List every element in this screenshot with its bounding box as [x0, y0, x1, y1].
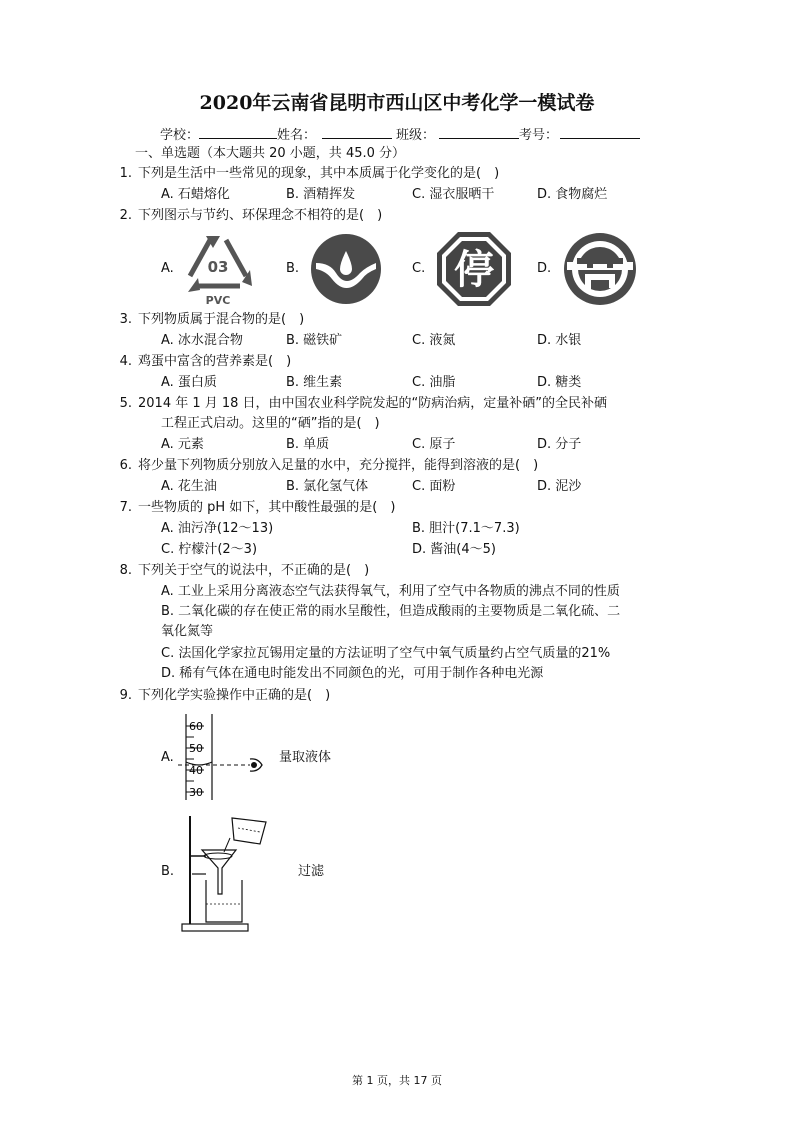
option-caption: 量取液体: [279, 750, 332, 765]
option: C. 法国化学家拉瓦锡用定量的方法证明了空气中氧气质量约占空气质量的21%: [161, 646, 611, 661]
option: C. 柠檬汁(2～3): [161, 542, 258, 557]
option: B. 胆汁(7.1～7.3): [412, 521, 520, 536]
option: D. 分子: [537, 437, 582, 452]
school-blank: [199, 124, 277, 139]
name-label: 姓名：: [277, 128, 317, 143]
class-label: 班级：: [396, 128, 436, 143]
option: D. 食物腐烂: [537, 187, 608, 202]
question-4: 4. 鸡蛋中富含的营养素是( ): [119, 354, 292, 369]
option: B. 酒精挥发: [286, 187, 356, 202]
option: A. 油污净(12～13): [161, 521, 274, 536]
stop-sign-icon: [436, 231, 512, 307]
question-1: 1. 下列是生活中一些常见的现象，其中本质属于化学变化的是( ): [119, 166, 500, 181]
question-5: 5. 2014 年 1 月 18 日，由中国农业科学院发起的“防病治病，定量补硒”的全民补硒: [119, 396, 608, 411]
option: A.: [161, 261, 174, 276]
question-3: 3. 下列物质属于混合物的是( ): [119, 312, 305, 327]
page-title: 2020年云南省昆明市西山区中考化学一模试卷: [199, 92, 595, 114]
option: A. 石蜡熔化: [161, 187, 230, 202]
option: C.: [412, 261, 426, 276]
option: B. 磁铁矿: [286, 333, 343, 348]
option: B. 二氧化碳的存在使正常的雨水呈酸性，但造成酸雨的主要物质是二氧化硫、二: [161, 604, 621, 619]
tick-label: 60: [189, 720, 203, 733]
question-8: 8. 下列关于空气的说法中，不正确的是( ): [119, 563, 370, 578]
option: D. 糖类: [537, 375, 582, 390]
filtration-figure: [180, 808, 280, 934]
question-9: 9. 下列化学实验操作中正确的是( ): [119, 688, 331, 703]
option: B. 维生素: [286, 375, 343, 390]
option: A. 蛋白质: [161, 375, 217, 390]
recycle-number: 03: [207, 258, 229, 276]
school-label: 学校：: [160, 128, 200, 143]
question-2: 2. 下列图示与节约、环保理念不相符的是( ): [119, 208, 383, 223]
exam-no-label: 考号：: [519, 128, 559, 143]
water-saving-icon: [310, 233, 382, 305]
option: A. 花生油: [161, 479, 217, 494]
option: B.: [161, 864, 175, 879]
option: C. 面粉: [412, 479, 456, 494]
page-footer: 第 1 页，共 17 页: [352, 1074, 442, 1087]
option: C. 油脂: [412, 375, 456, 390]
energy-saving-icon: [563, 232, 637, 306]
recycle-pvc-icon: [180, 230, 256, 308]
question-6: 6. 将少量下列物质分别放入足量的水中，充分搅拌，能得到溶液的是( ): [119, 458, 539, 473]
option: D. 水银: [537, 333, 582, 348]
option: B. 单质: [286, 437, 330, 452]
option: C. 湿衣服晒干: [412, 187, 495, 202]
option: D. 泥沙: [537, 479, 582, 494]
stop-char: 停: [454, 247, 494, 293]
option: D.: [537, 261, 552, 276]
question-7: 7. 一些物质的 pH 如下，其中酸性最强的是( ): [119, 500, 396, 515]
option: D. 酱油(4～5): [412, 542, 496, 557]
exam-no-blank: [560, 124, 640, 139]
name-blank: [322, 124, 392, 139]
recycle-label: PVC: [205, 294, 231, 307]
option: A. 工业上采用分离液态空气法获得氧气，利用了空气中各物质的沸点不同的性质: [161, 584, 620, 599]
option: B.: [286, 261, 300, 276]
class-blank: [439, 124, 519, 139]
option-cont: 氧化氮等: [161, 624, 214, 639]
section-heading: 一、单选题（本大题共 20 小题，共 45.0 分）: [135, 146, 406, 161]
question-5-cont: 工程正式启动。这里的“硒”指的是( ): [161, 416, 380, 431]
option: A. 冰水混合物: [161, 333, 243, 348]
option: A.: [161, 750, 174, 765]
tick-label: 30: [189, 786, 203, 799]
option: C. 原子: [412, 437, 456, 452]
tick-label: 50: [189, 742, 203, 755]
option: B. 氯化氢气体: [286, 479, 369, 494]
student-info-row: [160, 124, 640, 143]
option: C. 液氮: [412, 333, 456, 348]
graduated-cylinder-figure: [178, 712, 268, 802]
option-caption: 过滤: [298, 864, 325, 879]
tick-label: 40: [189, 764, 203, 777]
option: A. 元素: [161, 437, 204, 452]
option: D. 稀有气体在通电时能发出不同颜色的光，可用于制作各种电光源: [161, 666, 544, 681]
